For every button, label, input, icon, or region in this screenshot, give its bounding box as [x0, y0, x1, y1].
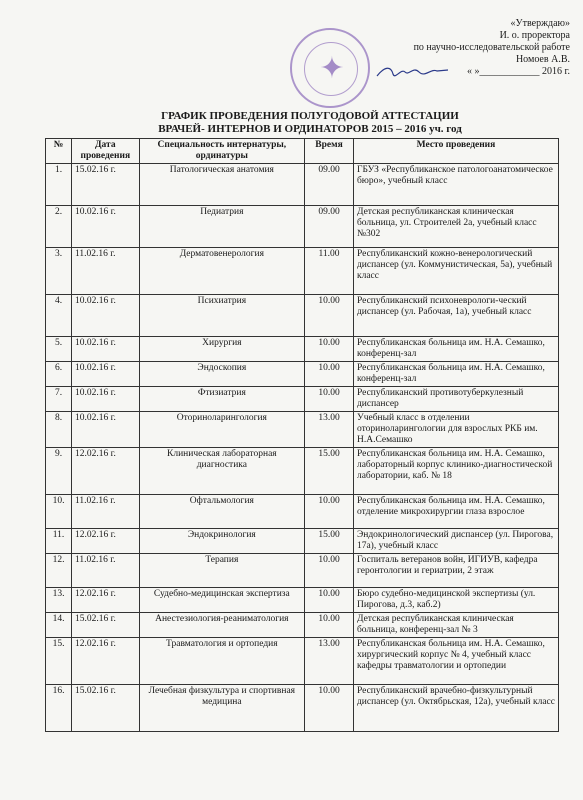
approval-line-5: « »____________ 2016 г. [467, 66, 570, 77]
row-time: 15.00 [305, 448, 354, 495]
row-specialty: Дерматовенерология [139, 248, 304, 295]
row-specialty: Патологическая анатомия [139, 164, 304, 206]
title-line-1: ГРАФИК ПРОВЕДЕНИЯ ПОЛУГОДОВОЙ АТТЕСТАЦИИ [161, 110, 459, 122]
title-line-2: ВРАЧЕЙ- ИНТЕРНОВ И ОРДИНАТОРОВ 2015 – 2016 уч. год [158, 123, 462, 135]
row-specialty: Оториноларингология [139, 412, 304, 448]
approval-line-3: по научно-исследовательской работе [413, 42, 570, 53]
row-specialty: Психиатрия [139, 295, 304, 337]
table-row [46, 613, 559, 638]
table-row [46, 295, 559, 337]
row-number: 6. [46, 362, 72, 387]
row-place: Учебный класс в отделении оториноларингологии для взрослых РКБ им. Н.А.Семашко [353, 412, 558, 448]
row-place: Детская республиканская клиническая больница, конференц-зал № 3 [353, 613, 558, 638]
table-row [46, 588, 559, 613]
row-number: 3. [46, 248, 72, 295]
row-number: 5. [46, 337, 72, 362]
row-specialty: Хирургия [139, 337, 304, 362]
row-time: 10.00 [305, 495, 354, 529]
row-date: 11.02.16 г. [72, 248, 140, 295]
row-number: 8. [46, 412, 72, 448]
header-date: Дата проведения [72, 139, 140, 164]
approval-line-4: Номоев А.В. [515, 54, 570, 65]
table-row [46, 387, 559, 412]
row-date: 10.02.16 г. [72, 295, 140, 337]
header-time: Время [305, 139, 354, 164]
table-row [46, 685, 559, 732]
row-specialty: Терапия [139, 554, 304, 588]
row-place: Республиканский кожно-венерологический диспансер (ул. Коммунистическая, 5а), учебный класс [353, 248, 558, 295]
row-time: 10.00 [305, 387, 354, 412]
row-place: Республиканская больница им. Н.А. Семашко, конференц-зал [353, 337, 558, 362]
row-date: 10.02.16 г. [72, 387, 140, 412]
document-title [110, 110, 510, 136]
row-place: Республиканский врачебно-физкультурный диспансер (ул. Октябрьская, 12а), учебный класс [353, 685, 558, 732]
schedule-table [45, 138, 559, 732]
row-date: 12.02.16 г. [72, 448, 140, 495]
row-date: 10.02.16 г. [72, 337, 140, 362]
row-specialty: Офтальмология [139, 495, 304, 529]
row-place: Республиканская больница им. Н.А. Семашко, конференц-зал [353, 362, 558, 387]
row-date: 12.02.16 г. [72, 529, 140, 554]
row-place: Эндокринологический диспансер (ул. Пирогова, 17а), учебный класс [353, 529, 558, 554]
row-time: 13.00 [305, 412, 354, 448]
table-row [46, 554, 559, 588]
row-date: 11.02.16 г. [72, 554, 140, 588]
table-row [46, 412, 559, 448]
row-time: 11.00 [305, 248, 354, 295]
row-specialty: Фтизиатрия [139, 387, 304, 412]
official-stamp [290, 28, 370, 108]
approval-line-1: «Утверждаю» [510, 18, 570, 29]
row-specialty: Эндоскопия [139, 362, 304, 387]
row-specialty: Анестезиология-реаниматология [139, 613, 304, 638]
row-time: 09.00 [305, 206, 354, 248]
row-time: 10.00 [305, 362, 354, 387]
row-time: 09.00 [305, 164, 354, 206]
row-time: 10.00 [305, 613, 354, 638]
table-row [46, 206, 559, 248]
header-specialty: Специальность интернатуры, ординатуры [139, 139, 304, 164]
row-place: Республиканский противотуберкулезный диспансер [353, 387, 558, 412]
row-date: 10.02.16 г. [72, 362, 140, 387]
row-date: 15.02.16 г. [72, 164, 140, 206]
row-number: 16. [46, 685, 72, 732]
header-place: Место проведения [353, 139, 558, 164]
row-time: 10.00 [305, 554, 354, 588]
row-number: 7. [46, 387, 72, 412]
row-specialty: Клиническая лабораторная диагностика [139, 448, 304, 495]
row-date: 10.02.16 г. [72, 412, 140, 448]
row-specialty: Травматология и ортопедия [139, 638, 304, 685]
row-place: Детская республиканская клиническая больница, ул. Строителей 2а, учебный класс №302 [353, 206, 558, 248]
row-date: 15.02.16 г. [72, 613, 140, 638]
row-time: 10.00 [305, 588, 354, 613]
row-number: 10. [46, 495, 72, 529]
eagle-emblem-icon: ✦ [319, 52, 345, 85]
row-place: Республиканская больница им. Н.А. Семашко, лабораторный корпус клинико-диагностической лаборатории, каб. № 18 [353, 448, 558, 495]
row-number: 4. [46, 295, 72, 337]
row-time: 13.00 [305, 638, 354, 685]
row-number: 15. [46, 638, 72, 685]
row-place: Республиканская больница им. Н.А. Семашко, хирургический корпус № 4, учебный класс кафедры травматологии и ортопедии [353, 638, 558, 685]
table-row [46, 362, 559, 387]
table-row [46, 448, 559, 495]
row-place: Бюро судебно-медицинской экспертизы (ул. Пирогова, д.3, каб.2) [353, 588, 558, 613]
row-number: 14. [46, 613, 72, 638]
row-time: 10.00 [305, 685, 354, 732]
table-row [46, 164, 559, 206]
row-specialty: Судебно-медицинская экспертиза [139, 588, 304, 613]
row-number: 2. [46, 206, 72, 248]
row-date: 10.02.16 г. [72, 206, 140, 248]
row-place: Республиканская больница им. Н.А. Семашко, отделение микрохирургии глаза взрослое [353, 495, 558, 529]
row-date: 12.02.16 г. [72, 588, 140, 613]
table-row [46, 638, 559, 685]
table-header-row [46, 139, 559, 164]
row-date: 12.02.16 г. [72, 638, 140, 685]
row-date: 11.02.16 г. [72, 495, 140, 529]
row-place: Республиканский психоневрологи-ческий диспансер (ул. Рабочая, 1а), учебный класс [353, 295, 558, 337]
row-specialty: Эндокринология [139, 529, 304, 554]
table-row [46, 248, 559, 295]
table-row [46, 529, 559, 554]
row-specialty: Лечебная физкультура и спортивная медицина [139, 685, 304, 732]
row-date: 15.02.16 г. [72, 685, 140, 732]
row-number: 13. [46, 588, 72, 613]
row-number: 1. [46, 164, 72, 206]
table-row [46, 495, 559, 529]
row-time: 10.00 [305, 337, 354, 362]
row-time: 15.00 [305, 529, 354, 554]
row-number: 11. [46, 529, 72, 554]
row-specialty: Педиатрия [139, 206, 304, 248]
row-place: ГБУЗ «Республиканское патологоанатомическое бюро», учебный класс [353, 164, 558, 206]
row-number: 9. [46, 448, 72, 495]
header-num: № [46, 139, 72, 164]
table-row [46, 337, 559, 362]
approval-line-2: И. о. проректора [499, 30, 570, 41]
approval-block [360, 18, 570, 78]
row-time: 10.00 [305, 295, 354, 337]
row-place: Госпиталь ветеранов войн, ИГИУВ, кафедра геронтологии и гериатрии, 2 этаж [353, 554, 558, 588]
row-number: 12. [46, 554, 72, 588]
